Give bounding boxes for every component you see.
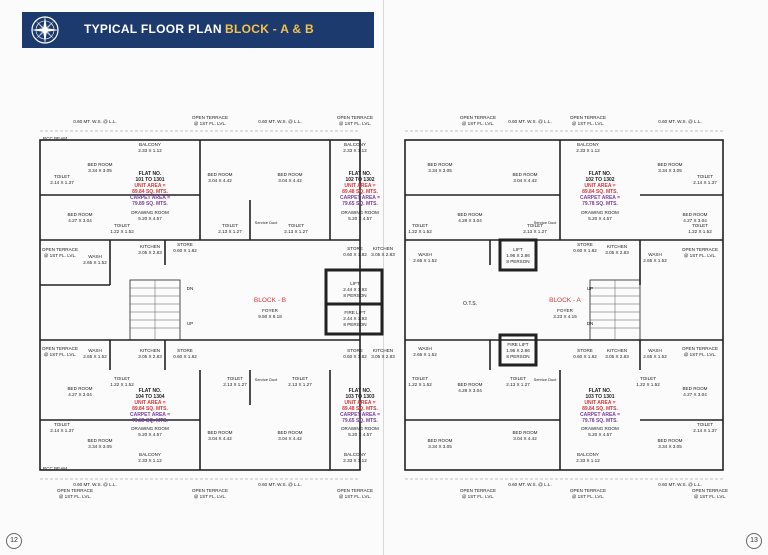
open-terrace-bot-1-lvl: @ 1ST FL. LVL. <box>58 494 92 499</box>
open-terrace-top-mid: OPEN TERRACE <box>336 115 374 120</box>
flat-card-102 <box>340 171 380 207</box>
flat-103a-carpet-val: 79.78 SQ. MTS. <box>582 418 618 424</box>
store-br-dim: 0.60 X 1.82 <box>573 354 597 359</box>
toilet-tr-dim: 2.14 X 1.37 <box>693 180 717 185</box>
drawing-room-bm-dim: 5.20 X 4.57 <box>348 432 372 437</box>
flat-card-103 <box>340 388 380 424</box>
fire-lift-a-dim: 1.96 X 2.86 <box>506 348 530 353</box>
kitchen-tr: KITCHEN <box>606 244 628 249</box>
bedroom-tr3-dim: 3.34 X 3.05 <box>658 168 682 173</box>
wash-tm: WASH <box>418 252 432 257</box>
toilet-tl-dim: 2.14 X 1.37 <box>50 180 74 185</box>
open-terrace-bot-2-lvl: @ 1ST FL. LVL. <box>193 494 227 499</box>
ws-top-1: 0.60 MT. W.S. @ L.L. <box>73 119 117 124</box>
flat-102a-unit-val: 89.84 SQ. MTS. <box>582 189 618 195</box>
toilet-br3-dim: 1.22 X 1.52 <box>636 382 660 387</box>
fire-lift-b-label: FIRE LIFT <box>344 310 366 315</box>
toilet-mm-dim: 2.13 X 1.27 <box>218 229 242 234</box>
kitchen-tr-dim: 3.05 X 2.83 <box>605 250 629 255</box>
lift-a-person: 8 PERSON <box>506 259 530 264</box>
flat-103a-name: FLAT NO. <box>588 388 612 394</box>
toilet-bm2: TOILET <box>292 376 308 381</box>
drawing-room-br-dim: 5.20 X 4.57 <box>588 432 612 437</box>
toilet-bm: TOILET <box>227 376 243 381</box>
kitchen-bl: KITCHEN <box>139 348 161 353</box>
toilet-mm2-dim: 2.13 X 1.27 <box>284 229 308 234</box>
bedroom-br2-dim: 4.27 X 3.04 <box>683 392 707 397</box>
flat-103a-unit: UNIT AREA = <box>584 400 616 406</box>
bedroom-tr: BED ROOM <box>427 162 453 167</box>
bedroom-mr-dim: 4.28 X 3.04 <box>458 218 482 223</box>
open-terrace-br-lvl: @ 1ST FL. LVL. <box>683 352 717 357</box>
ws-top-2: 0.60 MT. W.S. @ L.L. <box>258 119 302 124</box>
toilet-br2: TOILET <box>510 376 526 381</box>
toilet-ml: TOILET <box>114 223 130 228</box>
drawing-room-tr-dim: 5.20 X 4.57 <box>588 216 612 221</box>
toilet-bll-dim: 2.14 X 1.37 <box>50 428 74 433</box>
open-terrace-bot-6-lvl: @ 1ST FL. LVL. <box>693 494 727 499</box>
flat-102a-name: FLAT NO. <box>588 171 612 177</box>
balcony-bl: BALCONY <box>139 452 161 457</box>
page-number-left: 12 <box>6 533 22 549</box>
flat-104-carpet-val: 79.89 SQ. MTS. <box>132 418 168 424</box>
flat-102-name: FLAT NO. <box>348 171 372 177</box>
lift-a-label: LIFT <box>513 247 523 252</box>
bedroom-tr2-dim: 3.04 X 4.42 <box>513 178 537 183</box>
store-tm: STORE <box>347 246 363 251</box>
bedroom-bll-dim: 3.34 X 3.05 <box>88 444 112 449</box>
up-left: UP <box>186 321 194 326</box>
flat-102-range: 102 TO 1302 <box>345 177 375 183</box>
toilet-br: TOILET <box>412 376 428 381</box>
balcony-top-right: BALCONY <box>577 142 599 147</box>
bedroom-tl2-dim: 3.04 X 4.42 <box>208 178 232 183</box>
open-terrace-bl-lvl: @ 1ST FL. LVL. <box>43 352 77 357</box>
foyer-a-dim: 3.23 X 4.15 <box>553 314 577 319</box>
toilet-mr3-dim: 1.22 X 1.52 <box>688 229 712 234</box>
terrace-level-top-left: @ 1ST FL. LVL. <box>193 121 227 126</box>
wash-bm-dim: 2.65 X 1.52 <box>413 352 437 357</box>
bedroom-bl-dim: 4.27 X 3.04 <box>68 392 92 397</box>
bedroom-bl: BED ROOM <box>67 386 93 391</box>
service-duct-bottom-right: Service Duct <box>533 377 557 382</box>
wash-br-dim: 2.65 X 1.52 <box>643 354 667 359</box>
staircase-left <box>130 280 180 340</box>
balcony-br-dim: 2.33 X 1.12 <box>576 458 600 463</box>
open-terrace-bot-5: OPEN TERRACE <box>569 488 607 493</box>
bedroom-bm2-dim: 3.04 X 4.42 <box>278 436 302 441</box>
lift-b-dim: 2.44 X 1.93 <box>343 287 367 292</box>
kitchen-br: KITCHEN <box>606 348 628 353</box>
open-terrace-top-left: OPEN TERRACE <box>191 115 229 120</box>
store-bl-dim: 0.60 X 1.82 <box>173 354 197 359</box>
flat-102a-carpet-val: 79.78 SQ. MTS. <box>582 201 618 207</box>
flat-101-unit: UNIT AREA = <box>134 183 166 189</box>
balcony-bm-dim: 2.33 X 1.12 <box>343 458 367 463</box>
kitchen-tl: KITCHEN <box>139 244 161 249</box>
flat-101-carpet-val: 79.89 SQ. MTS. <box>132 201 168 207</box>
wash-tr-dim: 2.65 X 1.52 <box>643 258 667 263</box>
rcc-beam-top: RCC BEAM <box>42 136 68 141</box>
flat-101-range: 101 TO 1301 <box>135 177 165 183</box>
bedroom-br: BED ROOM <box>457 382 483 387</box>
bedroom-bm: BED ROOM <box>207 430 233 435</box>
balcony-top-left-dim: 2.33 X 1.12 <box>138 148 162 153</box>
bedroom-brl-dim: 3.34 X 3.05 <box>428 444 452 449</box>
bedroom-br2: BED ROOM <box>682 386 708 391</box>
store-bm-dim: 0.60 X 1.82 <box>343 354 367 359</box>
block-b-label: BLOCK - B <box>253 297 287 304</box>
open-terrace-mr-lvl: @ 1ST FL. LVL. <box>683 253 717 258</box>
flat-101-unit-val: 89.84 SQ. MTS. <box>132 189 168 195</box>
toilet-br2-dim: 2.13 X 1.27 <box>506 382 530 387</box>
bedroom-tr2: BED ROOM <box>512 172 538 177</box>
ws-bottom-2: 0.60 MT. W.S. @ L.L. <box>258 482 302 487</box>
flat-102-carpet-val: 79.65 SQ. MTS. <box>342 201 378 207</box>
toilet-tl: TOILET <box>54 174 70 179</box>
ws-bottom-1: 0.60 MT. W.S. @ L.L. <box>73 482 117 487</box>
kitchen-bm: KITCHEN <box>372 348 394 353</box>
store-tl: STORE <box>177 242 193 247</box>
open-terrace-bot-3: OPEN TERRACE <box>336 488 374 493</box>
drawing-room-bl-dim: 5.20 X 4.57 <box>138 432 162 437</box>
flat-102a-unit: UNIT AREA = <box>584 183 616 189</box>
fire-lift-b-dim: 2.44 X 1.93 <box>343 316 367 321</box>
flat-102-carpet: CARPET AREA = <box>339 195 381 201</box>
toilet-mr: TOILET <box>412 223 428 228</box>
kitchen-tl-dim: 3.05 X 2.83 <box>138 250 162 255</box>
lift-b-person: 8 PERSON <box>343 293 367 298</box>
flat-104-carpet: CARPET AREA = <box>129 412 171 418</box>
toilet-bl: TOILET <box>114 376 130 381</box>
bedroom-tl2: BED ROOM <box>207 172 233 177</box>
flat-103a-unit-val: 89.84 SQ. MTS. <box>582 406 618 412</box>
balcony-top-right-dim: 2.33 X 1.12 <box>576 148 600 153</box>
toilet-mm: TOILET <box>222 223 238 228</box>
terrace-level-top-b: @ 1ST FL. LVL. <box>571 121 605 126</box>
toilet-tr: TOILET <box>697 174 713 179</box>
bedroom-bll: BED ROOM <box>87 438 113 443</box>
store-bl: STORE <box>177 348 193 353</box>
toilet-bll: TOILET <box>54 422 70 427</box>
fire-lift-a-person: 8 PERSON <box>506 354 530 359</box>
flat-103-carpet: CARPET AREA = <box>339 412 381 418</box>
open-terrace-bot-5-lvl: @ 1ST FL. LVL. <box>571 494 605 499</box>
drawing-room-tl: DRAWING ROOM <box>131 210 169 215</box>
open-terrace-bot-4: OPEN TERRACE <box>459 488 497 493</box>
lift-b-label: LIFT <box>350 281 360 286</box>
lift-a-dim: 1.96 X 2.86 <box>506 253 530 258</box>
ws-bottom-3: 0.60 MT. W.S. @ L.L. <box>508 482 552 487</box>
dn-right: DN <box>586 321 594 326</box>
flat-card-101 <box>130 171 170 207</box>
flat-103-range: 103 TO 1303 <box>345 394 375 400</box>
flat-103-carpet-val: 79.65 SQ. MTS. <box>342 418 378 424</box>
fire-lift-a-label: FIRE LIFT <box>507 342 529 347</box>
drawing-room-tl-dim: 5.20 X 4.57 <box>138 216 162 221</box>
service-duct-top-right: Service Duct <box>533 220 557 225</box>
kitchen-bm-dim: 3.05 X 2.83 <box>371 354 395 359</box>
open-terrace-bot-1: OPEN TERRACE <box>56 488 94 493</box>
open-terrace-bot-4-lvl: @ 1ST FL. LVL. <box>461 494 495 499</box>
up-right: UP <box>586 286 594 291</box>
toilet-mr3: TOILET <box>692 223 708 228</box>
bedroom-tr-dim: 3.34 X 3.05 <box>428 168 452 173</box>
flat-103a-carpet: CARPET AREA = <box>579 412 621 418</box>
open-terrace-bot-3-lvl: @ 1ST FL. LVL. <box>338 494 372 499</box>
flat-card-104 <box>130 388 170 424</box>
bedroom-mr: BED ROOM <box>457 212 483 217</box>
foyer-b-dim: 9.50 X 8.18 <box>258 314 282 319</box>
toilet-mr2: TOILET <box>527 223 543 228</box>
ws-bottom-4: 0.60 MT. W.S. @ L.L. <box>658 482 702 487</box>
wash-bl-dim: 2.65 X 1.52 <box>83 354 107 359</box>
bedroom-tm: BED ROOM <box>277 172 303 177</box>
bedroom-bm-dim: 3.04 X 4.42 <box>208 436 232 441</box>
open-terrace-br: OPEN TERRACE <box>681 346 719 351</box>
balcony-br: BALCONY <box>577 452 599 457</box>
flat-102a-range: 102 TO 1302 <box>585 177 615 183</box>
bedroom-brl: BED ROOM <box>427 438 453 443</box>
toilet-mm2: TOILET <box>288 223 304 228</box>
staircase-right <box>590 280 640 340</box>
open-terrace-bot-2: OPEN TERRACE <box>191 488 229 493</box>
balcony-bm: BALCONY <box>344 452 366 457</box>
ots-label: O.T.S. <box>463 301 477 307</box>
open-terrace-bot-6: OPEN TERRACE <box>691 488 729 493</box>
ws-top-4: 0.60 MT. W.S. @ L.L. <box>658 119 702 124</box>
bedroom-brr: BED ROOM <box>657 438 683 443</box>
kitchen-bl-dim: 3.05 X 2.83 <box>138 354 162 359</box>
kitchen-br-dim: 3.05 X 2.83 <box>605 354 629 359</box>
wash-tm-dim: 2.65 X 1.52 <box>413 258 437 263</box>
drawing-room-bm: DRAWING ROOM <box>341 426 379 431</box>
toilet-brr-dim: 2.14 X 1.37 <box>693 428 717 433</box>
wash-bm: WASH <box>418 346 432 351</box>
open-terrace-top-b: OPEN TERRACE <box>569 115 607 120</box>
flat-101-carpet: CARPET AREA = <box>129 195 171 201</box>
terrace-level-top-mid: @ 1ST FL. LVL. <box>338 121 372 126</box>
flat-103-name: FLAT NO. <box>348 388 372 394</box>
service-duct-top-left: Service Duct <box>254 220 278 225</box>
flat-104-name: FLAT NO. <box>138 388 162 394</box>
bedroom-bm3-dim: 3.04 X 4.42 <box>513 436 537 441</box>
open-terrace-bl: OPEN TERRACE <box>41 346 79 351</box>
ws-top-3: 0.60 MT. W.S. @ L.L. <box>508 119 552 124</box>
bedroom-ml: BED ROOM <box>67 212 93 217</box>
toilet-br-dim: 1.22 X 1.52 <box>408 382 432 387</box>
store-bm: STORE <box>347 348 363 353</box>
drawing-room-tr: DRAWING ROOM <box>581 210 619 215</box>
drawing-room-tm: DRAWING ROOM <box>341 210 379 215</box>
wash-bl: WASH <box>88 348 102 353</box>
bedroom-tm-dim: 3.04 X 4.42 <box>278 178 302 183</box>
toilet-mr2-dim: 2.13 X 1.27 <box>523 229 547 234</box>
page-number-right: 13 <box>746 533 762 549</box>
flat-104-range: 104 TO 1304 <box>135 394 165 400</box>
bedroom-br-dim: 4.28 X 3.04 <box>458 388 482 393</box>
balcony-bl-dim: 2.33 X 1.12 <box>138 458 162 463</box>
open-terrace-ml-lvl: @ 1ST FL. LVL. <box>43 253 77 258</box>
fire-lift-b-person: 8 PERSON <box>343 322 367 327</box>
block-a-label: BLOCK - A <box>549 297 581 304</box>
store-tr-dim: 0.60 X 1.82 <box>573 248 597 253</box>
store-br: STORE <box>577 348 593 353</box>
store-tm-dim: 0.60 X 1.82 <box>343 252 367 257</box>
bedroom-tr3: BED ROOM <box>657 162 683 167</box>
flat-103a-range: 103 TO 1301 <box>585 394 615 400</box>
wash-br: WASH <box>648 348 662 353</box>
toilet-brr: TOILET <box>697 422 713 427</box>
balcony-top-mid: BALCONY <box>344 142 366 147</box>
toilet-bl-dim: 1.22 X 1.52 <box>110 382 134 387</box>
flat-103-unit: UNIT AREA = <box>344 400 376 406</box>
drawing-room-bl: DRAWING ROOM <box>131 426 169 431</box>
service-duct-bottom-left: Service Duct <box>254 377 278 382</box>
bedroom-brr-dim: 3.34 X 3.05 <box>658 444 682 449</box>
dn-left: DN <box>186 286 194 291</box>
flat-104-unit-val: 89.84 SQ. MTS. <box>132 406 168 412</box>
flat-102-unit: UNIT AREA = <box>344 183 376 189</box>
bedroom-ml-dim: 4.27 X 3.04 <box>68 218 92 223</box>
bedroom-bm3: BED ROOM <box>512 430 538 435</box>
bedroom-mr2-dim: 4.27 X 3.04 <box>683 218 707 223</box>
open-terrace-mr: OPEN TERRACE <box>681 247 719 252</box>
bedroom-tl: BED ROOM <box>87 162 113 167</box>
bedroom-bm2: BED ROOM <box>277 430 303 435</box>
flat-102-unit-val: 89.48 SQ. MTS. <box>342 189 378 195</box>
block-subtitle: BLOCK - A & B <box>225 22 315 36</box>
store-tl-dim: 0.60 X 1.82 <box>173 248 197 253</box>
toilet-bm-dim: 2.13 X 1.27 <box>223 382 247 387</box>
rcc-beam-bottom: RCC BEAM <box>42 466 68 471</box>
bedroom-tl-dim: 3.34 X 3.05 <box>88 168 112 173</box>
flat-101-name: FLAT NO. <box>138 171 162 177</box>
balcony-top-mid-dim: 2.33 X 1.12 <box>343 148 367 153</box>
flat-104-unit: UNIT AREA = <box>134 400 166 406</box>
flat-102a-carpet: CARPET AREA = <box>579 195 621 201</box>
drawing-room-tm-dim: 5.20 X 4.57 <box>348 216 372 221</box>
kitchen-tm-dim: 3.05 X 2.83 <box>371 252 395 257</box>
bedroom-mr2: BED ROOM <box>682 212 708 217</box>
drawing-room-br: DRAWING ROOM <box>581 426 619 431</box>
page-title: TYPICAL FLOOR PLAN <box>84 22 222 36</box>
flat-103-unit-val: 89.48 SQ. MTS. <box>342 406 378 412</box>
wash-tl: WASH <box>88 254 102 259</box>
foyer-b-label: FOYER <box>262 308 278 313</box>
terrace-level-top-a: @ 1ST FL. LVL. <box>461 121 495 126</box>
wash-tr: WASH <box>648 252 662 257</box>
toilet-br3: TOILET <box>640 376 656 381</box>
foyer-a-label: FOYER <box>557 308 573 313</box>
store-tr: STORE <box>577 242 593 247</box>
kitchen-tm: KITCHEN <box>372 246 394 251</box>
flat-card-102-a <box>580 171 620 207</box>
toilet-ml-dim: 1.22 X 1.52 <box>110 229 134 234</box>
balcony-top-left: BALCONY <box>139 142 161 147</box>
wash-tl-dim: 2.65 X 1.52 <box>83 260 107 265</box>
toilet-mr-dim: 1.22 X 1.52 <box>408 229 432 234</box>
open-terrace-top-a: OPEN TERRACE <box>459 115 497 120</box>
open-terrace-ml: OPEN TERRACE <box>41 247 79 252</box>
flat-card-103-a <box>580 388 620 424</box>
toilet-bm2-dim: 2.13 X 1.27 <box>288 382 312 387</box>
